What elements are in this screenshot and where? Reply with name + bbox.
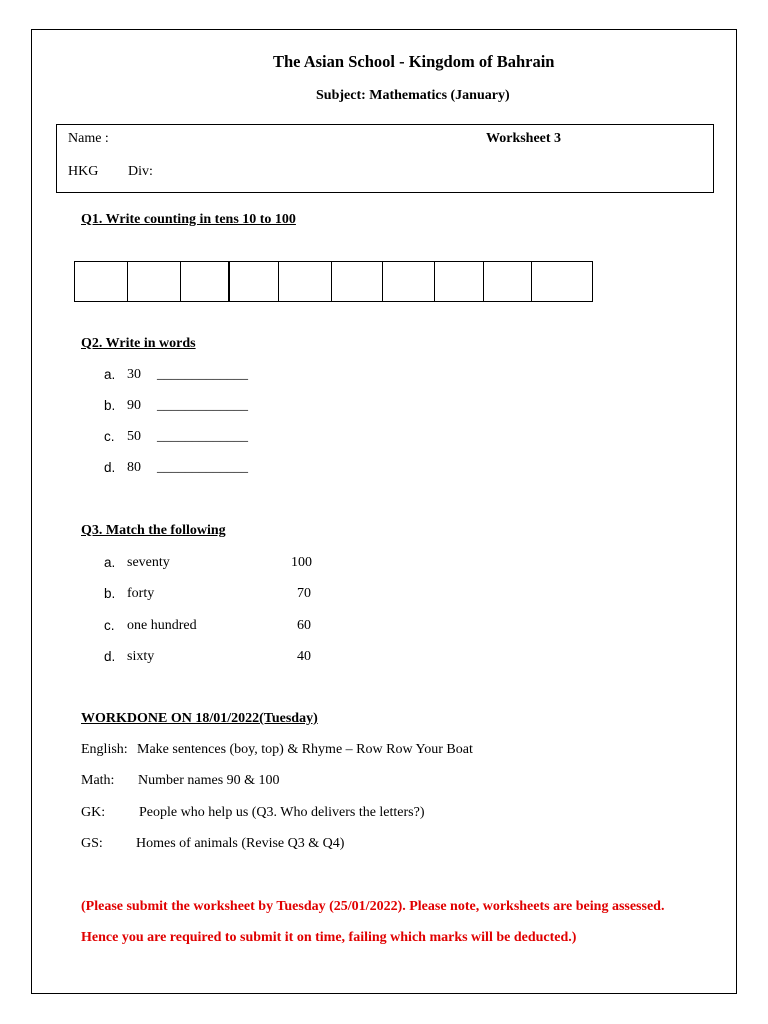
name-label: Name : — [68, 131, 109, 146]
workdone-subject: GS: — [81, 836, 103, 851]
workdone-subject: English: — [81, 742, 128, 757]
q2-answer-line[interactable]: _____________ — [157, 367, 248, 382]
q3-title: Q3. Match the following — [81, 523, 226, 538]
answer-box[interactable] — [74, 261, 128, 302]
q2-answer-line[interactable]: _____________ — [157, 429, 248, 444]
submission-notice-line1: (Please submit the worksheet by Tuesday (25/01/2022). Please note, worksheets are being assessed. — [81, 899, 665, 914]
answer-box[interactable] — [127, 261, 181, 302]
workdone-subject: GK: — [81, 805, 106, 820]
q2-answer-line[interactable]: _____________ — [157, 398, 248, 413]
school-title: The Asian School - Kingdom of Bahrain — [273, 52, 555, 71]
q3-marker: c. — [104, 618, 115, 633]
workdone-text: Make sentences (boy, top) & Rhyme – Row Row Your Boat — [137, 742, 473, 757]
submission-notice-line2: Hence you are required to submit it on time, failing which marks will be deducted.) — [81, 930, 577, 945]
q2-marker: b. — [104, 398, 116, 413]
q2-title: Q2. Write in words — [81, 336, 196, 351]
q2-marker: c. — [104, 429, 115, 444]
div-label: Div: — [128, 164, 153, 179]
answer-box[interactable] — [180, 261, 229, 302]
workdone-subject: Math: — [81, 773, 115, 788]
q2-answer-line[interactable]: _____________ — [157, 460, 248, 475]
q2-number: 50 — [127, 429, 141, 444]
q3-word: sixty — [127, 649, 155, 664]
class-label: HKG — [68, 164, 99, 179]
q2-number: 90 — [127, 398, 141, 413]
q2-marker: a. — [104, 367, 116, 382]
q2-number: 30 — [127, 367, 141, 382]
q3-number: 70 — [297, 586, 311, 601]
q3-number: 40 — [297, 649, 311, 664]
q3-word: forty — [127, 586, 155, 601]
workdone-title: WORKDONE ON 18/01/2022(Tuesday) — [81, 711, 318, 726]
answer-box[interactable] — [382, 261, 435, 302]
q3-number: 100 — [291, 555, 312, 570]
subject-line: Subject: Mathematics (January) — [316, 88, 510, 103]
q3-marker: a. — [104, 555, 116, 570]
answer-box[interactable] — [434, 261, 484, 302]
answer-box[interactable] — [331, 261, 383, 302]
workdone-text: Homes of animals (Revise Q3 & Q4) — [136, 836, 345, 851]
q1-title: Q1. Write counting in tens 10 to 100 — [81, 212, 296, 227]
q3-number: 60 — [297, 618, 311, 633]
answer-box[interactable] — [483, 261, 532, 302]
q3-marker: b. — [104, 586, 116, 601]
student-info-box — [56, 124, 714, 193]
worksheet-number: Worksheet 3 — [486, 131, 562, 146]
workdone-text: Number names 90 & 100 — [138, 773, 280, 788]
answer-box[interactable] — [278, 261, 332, 302]
q3-word: seventy — [127, 555, 170, 570]
answer-box[interactable] — [531, 261, 593, 302]
q2-number: 80 — [127, 460, 141, 475]
answer-box[interactable] — [229, 261, 279, 302]
q2-marker: d. — [104, 460, 116, 475]
workdone-text: People who help us (Q3. Who delivers the letters?) — [139, 805, 425, 820]
q3-word: one hundred — [127, 618, 197, 633]
q3-marker: d. — [104, 649, 116, 664]
